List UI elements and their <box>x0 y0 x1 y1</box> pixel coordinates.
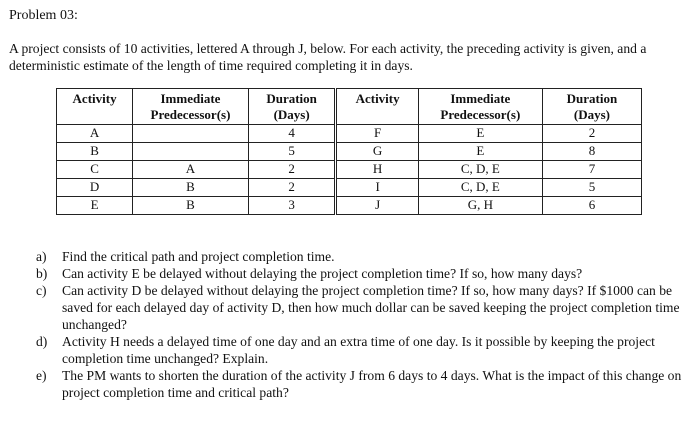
activity-table <box>56 88 642 215</box>
predecessor-cell: C, D, E <box>418 161 542 179</box>
activity-cell: F <box>336 125 418 143</box>
activity-cell: J <box>336 197 418 215</box>
header-pred-line1: Immediate <box>160 91 221 106</box>
duration-cell: 8 <box>542 143 641 161</box>
question-text: Can activity D be delayed without delaying the project completion time? If so, how many days? If $1000 can be saved for each delayed day of activity D, then how much dollar can be saved keeping the project completion time unchanged? <box>62 283 680 332</box>
predecessor-cell: A <box>133 161 249 179</box>
header-pred-line2-2: Predecessor(s) <box>440 107 521 122</box>
question-text: Activity H needs a delayed time of one day and an extra time of one day. Is it possible by keeping the project completion time unchanged? Explain. <box>62 334 655 366</box>
duration-cell: 2 <box>248 161 336 179</box>
header-dur-line1-2: Duration <box>566 91 618 106</box>
predecessor-cell: B <box>133 197 249 215</box>
activity-cell: H <box>336 161 418 179</box>
header-activity: Activity <box>57 89 133 125</box>
problem-title: Problem 03: <box>9 8 78 23</box>
predecessor-cell: B <box>133 179 249 197</box>
question-text: The PM wants to shorten the duration of the activity J from 6 days to 4 days. What is the impact of this change on project completion time and critical path? <box>62 368 682 400</box>
header-pred-line2: Predecessor(s) <box>150 107 231 122</box>
header-dur-line2-2: (Days) <box>573 107 610 122</box>
predecessor-cell <box>133 125 249 143</box>
table-row <box>57 143 642 161</box>
question-text: Find the critical path and project completion time. <box>62 249 335 264</box>
question-item <box>36 265 688 282</box>
predecessor-cell: G, H <box>418 197 542 215</box>
header-dur-line1: Duration <box>266 91 317 106</box>
table-row <box>57 179 642 197</box>
question-item <box>36 333 688 367</box>
predecessor-cell <box>133 143 249 161</box>
header-duration-2 <box>542 89 641 125</box>
predecessor-cell: E <box>418 143 542 161</box>
duration-cell: 2 <box>542 125 641 143</box>
activity-cell: B <box>57 143 133 161</box>
question-item <box>36 282 688 333</box>
table-row <box>57 161 642 179</box>
question-list <box>36 248 688 401</box>
table-row <box>57 125 642 143</box>
duration-cell: 5 <box>248 143 336 161</box>
duration-cell: 2 <box>248 179 336 197</box>
header-duration <box>248 89 336 125</box>
header-activity-2: Activity <box>336 89 418 125</box>
question-marker: a) <box>36 249 47 264</box>
activity-cell: D <box>57 179 133 197</box>
question-marker: d) <box>36 334 48 349</box>
duration-cell: 4 <box>248 125 336 143</box>
duration-cell: 6 <box>542 197 641 215</box>
activity-cell: I <box>336 179 418 197</box>
predecessor-cell: E <box>418 125 542 143</box>
duration-cell: 7 <box>542 161 641 179</box>
activity-cell: C <box>57 161 133 179</box>
header-predecessors <box>133 89 249 125</box>
duration-cell: 3 <box>248 197 336 215</box>
table-row <box>57 197 642 215</box>
predecessor-cell: C, D, E <box>418 179 542 197</box>
activity-cell: A <box>57 125 133 143</box>
header-dur-line2: (Days) <box>273 107 310 122</box>
question-marker: c) <box>36 283 47 298</box>
duration-cell: 5 <box>542 179 641 197</box>
header-pred-line1-2: Immediate <box>450 91 511 106</box>
question-marker: e) <box>36 368 47 383</box>
question-item <box>36 248 688 265</box>
activity-cell: G <box>336 143 418 161</box>
problem-intro: A project consists of 10 activities, lettered A through J, below. For each activity, the preceding activity is given, and a deterministic estimate of the length of time required completing it in days. <box>9 41 647 73</box>
header-predecessors-2 <box>418 89 542 125</box>
question-item <box>36 367 688 401</box>
question-marker: b) <box>36 266 48 281</box>
table-header-row <box>57 89 642 125</box>
question-text: Can activity E be delayed without delaying the project completion time? If so, how many days? <box>62 266 583 281</box>
activity-cell: E <box>57 197 133 215</box>
